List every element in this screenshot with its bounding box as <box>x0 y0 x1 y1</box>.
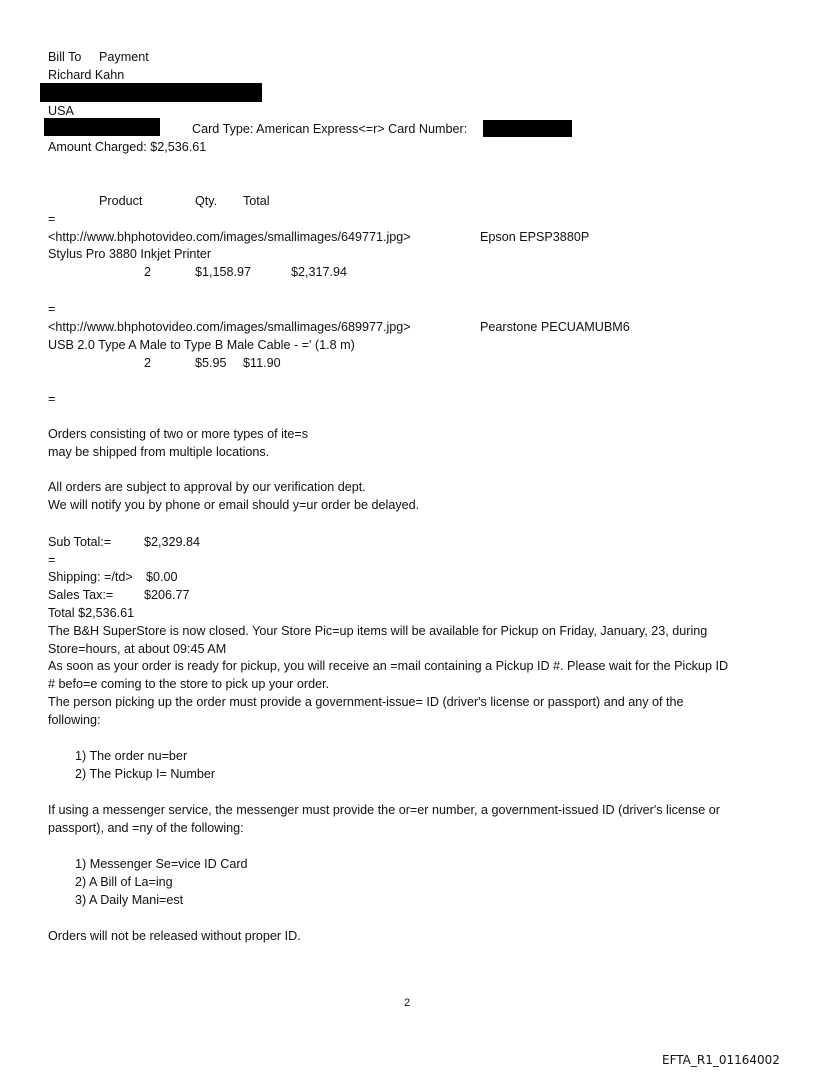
item-qty: 2 <box>144 356 152 370</box>
item-sku: Epson EPSP3880P <box>480 230 590 244</box>
list-item: 3) A Daily Mani=est <box>75 893 184 907</box>
pickup-text: Store=hours, at about 09:45 AM <box>48 642 227 656</box>
col-product: Product <box>99 194 143 208</box>
pickup-text: The B&H SuperStore is now closed. Your Store Pic=up items will be available for Pickup on Friday, January, 23, during <box>48 624 708 638</box>
col-qty: Qty. <box>195 194 218 208</box>
list-item: 2) The Pickup I= Number <box>75 767 216 781</box>
payment-label: Payment <box>99 50 149 64</box>
item-separator: = <box>48 302 56 316</box>
subtotal-label: Sub Total:= <box>48 535 112 549</box>
item-separator: = <box>48 212 56 226</box>
item-price: $5.95 <box>195 356 227 370</box>
document-id: EFTA_R1_01164002 <box>662 1053 780 1067</box>
pickup-text: # befo=e coming to the store to pick up your order. <box>48 677 330 691</box>
pickup-text: Orders will not be released without proper ID. <box>48 929 301 943</box>
note-line: Orders consisting of two or more types of ite=s <box>48 427 309 441</box>
redaction-address <box>40 83 262 102</box>
pickup-text: If using a messenger service, the messenger must provide the or=er number, a government-issued ID (driver's license or <box>48 803 720 817</box>
note-line: may be shipped from multiple locations. <box>48 445 270 459</box>
pickup-text: The person picking up the order must provide a government-issue= ID (driver's license or passport) and any of the <box>48 695 684 709</box>
tax-label: Sales Tax:= <box>48 588 114 602</box>
grand-total: Total $2,536.61 <box>48 606 135 620</box>
note-line: We will notify you by phone or email should y=ur order be delayed. <box>48 498 420 512</box>
shipping-value: $0.00 <box>146 570 178 584</box>
item-price: $1,158.97 <box>195 265 252 279</box>
item-image-url: <http://www.bhphotovideo.com/images/smallimages/689977.jpg> <box>48 320 411 334</box>
item-image-url: <http://www.bhphotovideo.com/images/smallimages/649771.jpg> <box>48 230 411 244</box>
pickup-text: following: <box>48 713 101 727</box>
item-total: $11.90 <box>243 356 281 370</box>
tax-value: $206.77 <box>144 588 190 602</box>
item-sku: Pearstone PECUAMUBM6 <box>480 320 630 334</box>
redaction-card-number <box>483 120 572 137</box>
page-number: 2 <box>404 997 411 1009</box>
items-end-separator: = <box>48 392 56 406</box>
list-item: 1) The order nu=ber <box>75 749 188 763</box>
list-item: 1) Messenger Se=vice ID Card <box>75 857 248 871</box>
card-type: Card Type: American Express<=r> Card Number: <box>192 122 468 136</box>
amount-charged: Amount Charged: $2,536.61 <box>48 140 207 154</box>
list-item: 2) A Bill of La=ing <box>75 875 173 889</box>
item-qty: 2 <box>144 265 152 279</box>
pickup-text: As soon as your order is ready for pickup, you will receive an =mail containing a Pickup ID #. Please wait for the Pickup ID <box>48 659 729 673</box>
note-line: All orders are subject to approval by our verification dept. <box>48 480 366 494</box>
subtotal-value: $2,329.84 <box>144 535 201 549</box>
item-description: Stylus Pro 3880 Inkjet Printer <box>48 247 212 261</box>
pickup-text: passport), and =ny of the following: <box>48 821 244 835</box>
col-total: Total <box>243 194 270 208</box>
totals-separator: = <box>48 553 56 567</box>
country: USA <box>48 104 74 118</box>
item-total: $2,317.94 <box>291 265 348 279</box>
bill-to-label: Bill To <box>48 50 82 64</box>
customer-name: Richard Kahn <box>48 68 125 82</box>
item-description: USB 2.0 Type A Male to Type B Male Cable - =' (1.8 m) <box>48 338 355 352</box>
shipping-label: Shipping: =/td> <box>48 570 133 584</box>
redaction-address-line <box>44 118 160 136</box>
